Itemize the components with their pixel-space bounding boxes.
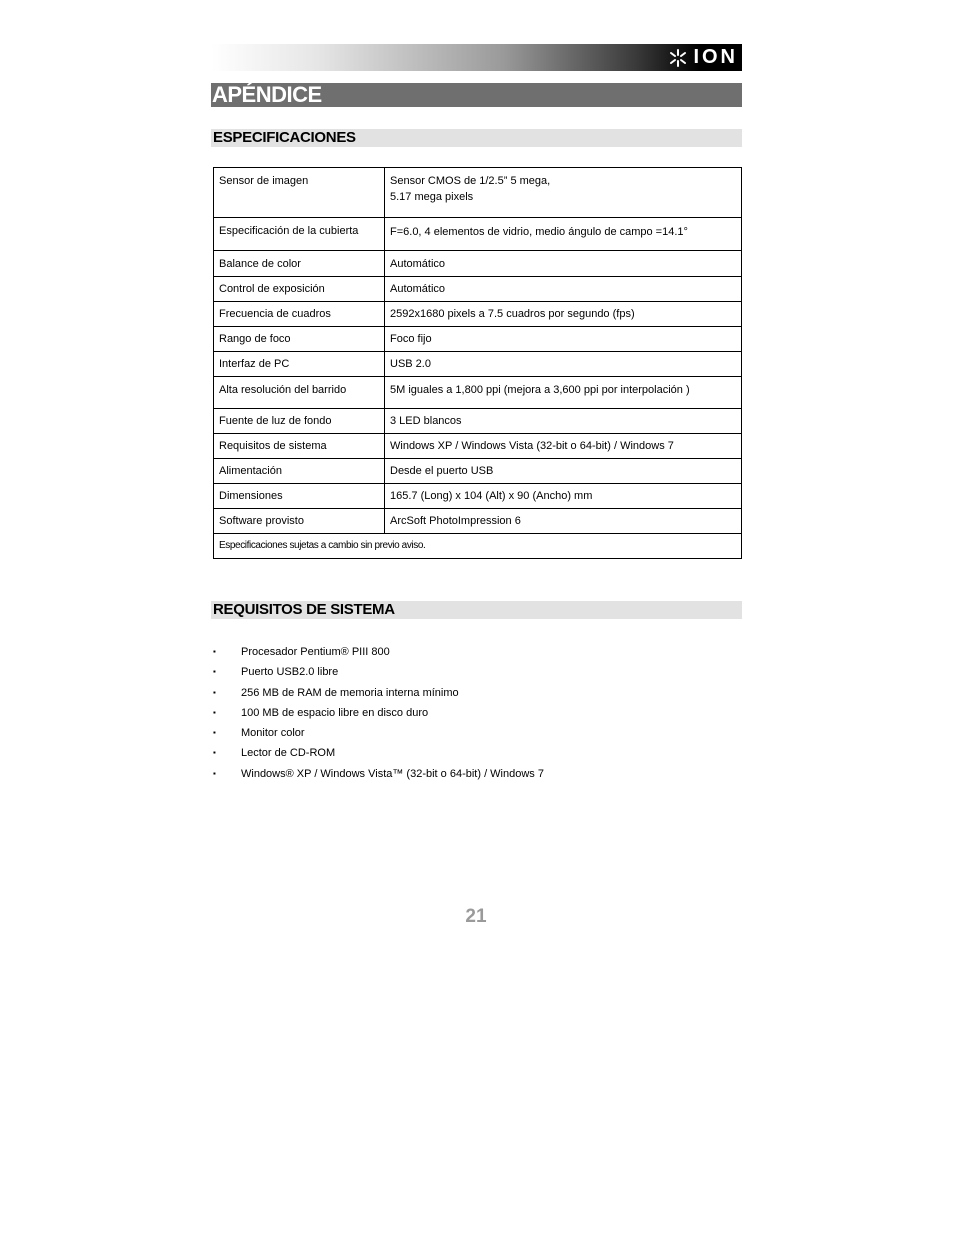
spec-value: 2592x1680 pixels a 7.5 cuadros por segundo (fps) xyxy=(385,302,742,327)
spec-key: Software provisto xyxy=(214,509,385,534)
table-row xyxy=(214,218,742,251)
page-title-bar xyxy=(211,83,742,107)
spec-value: F=6.0, 4 elementos de vidrio, medio ángulo de campo =14.1° xyxy=(385,218,742,251)
list-item xyxy=(213,664,544,684)
spec-key: Dimensiones xyxy=(214,484,385,509)
requirements-list xyxy=(213,644,544,786)
spec-value-line: 5.17 mega pixels xyxy=(390,191,474,203)
specs-table xyxy=(213,167,742,559)
spec-value-line: Sensor CMOS de 1/2.5” 5 mega, xyxy=(390,175,551,187)
spec-key: Control de exposición xyxy=(214,277,385,302)
spec-value: USB 2.0 xyxy=(385,352,742,377)
spec-value: Windows XP / Windows Vista (32-bit o 64-bit) / Windows 7 xyxy=(385,434,742,459)
spec-key: Sensor de imagen xyxy=(214,168,385,218)
bullet-icon: ▪ xyxy=(213,728,216,738)
list-item xyxy=(213,766,544,786)
table-row xyxy=(214,327,742,352)
spec-value: Foco fijo xyxy=(385,327,742,352)
page-title: APÉNDICE xyxy=(212,82,322,107)
bullet-icon: ▪ xyxy=(213,768,216,778)
table-row xyxy=(214,251,742,277)
spec-key: Interfaz de PC xyxy=(214,352,385,377)
table-row xyxy=(214,352,742,377)
spec-value: Automático xyxy=(385,277,742,302)
table-row xyxy=(214,434,742,459)
list-item-text: Windows® XP / Windows Vista™ (32-bit o 64-bit) / Windows 7 xyxy=(241,767,544,780)
spec-key: Fuente de luz de fondo xyxy=(214,409,385,434)
spec-key: Rango de foco xyxy=(214,327,385,352)
specs-heading-bar xyxy=(211,129,742,147)
spec-key: Balance de color xyxy=(214,251,385,277)
bullet-icon: ▪ xyxy=(213,707,216,717)
spec-value: 3 LED blancos xyxy=(385,409,742,434)
list-item-text: 256 MB de RAM de memoria interna mínimo xyxy=(241,686,459,699)
bullet-icon: ▪ xyxy=(213,667,216,677)
bullet-icon: ▪ xyxy=(213,748,216,758)
spec-value: Desde el puerto USB xyxy=(385,459,742,484)
spec-key: Requisitos de sistema xyxy=(214,434,385,459)
table-row xyxy=(214,302,742,327)
requirements-heading-bar xyxy=(211,601,742,619)
spec-key: Alimentación xyxy=(214,459,385,484)
table-row xyxy=(214,409,742,434)
table-row xyxy=(214,509,742,534)
spec-value: 165.7 (Long) x 104 (Alt) x 90 (Ancho) mm xyxy=(385,484,742,509)
brand-name: ION xyxy=(693,46,738,68)
spec-key: Especificación de la cubierta xyxy=(214,218,385,251)
ion-burst-logo-icon xyxy=(669,49,687,67)
table-row xyxy=(214,168,742,218)
spec-value: ArcSoft PhotoImpression 6 xyxy=(385,509,742,534)
list-item-text: Procesador Pentium® PIII 800 xyxy=(241,646,390,658)
list-item xyxy=(213,745,544,765)
table-row xyxy=(214,377,742,409)
page-number: 21 xyxy=(465,906,487,927)
table-row xyxy=(214,534,742,559)
table-row xyxy=(214,277,742,302)
specs-footnote: Especificaciones sujetas a cambio sin previo aviso. xyxy=(214,534,742,559)
spec-value: Automático xyxy=(385,251,742,277)
list-item-text: Monitor color xyxy=(241,727,305,740)
list-item-text: Lector de CD-ROM xyxy=(241,747,336,760)
brand-logo xyxy=(669,47,738,68)
list-item xyxy=(213,685,544,705)
table-row xyxy=(214,484,742,509)
spec-value xyxy=(385,168,742,218)
list-item xyxy=(213,705,544,725)
bullet-icon: ▪ xyxy=(213,687,216,697)
requirements-heading: REQUISITOS DE SISTEMA xyxy=(213,601,395,618)
bullet-icon: ▪ xyxy=(213,647,216,656)
spec-key: Alta resolución del barrido xyxy=(214,377,385,409)
spec-value: 5M iguales a 1,800 ppi (mejora a 3,600 ppi por interpolación ) xyxy=(385,377,742,409)
table-row xyxy=(214,459,742,484)
list-item xyxy=(213,725,544,745)
brand-header-bar xyxy=(211,44,742,71)
specs-heading: ESPECIFICACIONES xyxy=(213,129,356,146)
list-item-text: Puerto USB2.0 libre xyxy=(241,666,339,679)
spec-key: Frecuencia de cuadros xyxy=(214,302,385,327)
list-item xyxy=(213,644,544,664)
list-item-text: 100 MB de espacio libre en disco duro xyxy=(241,706,429,719)
